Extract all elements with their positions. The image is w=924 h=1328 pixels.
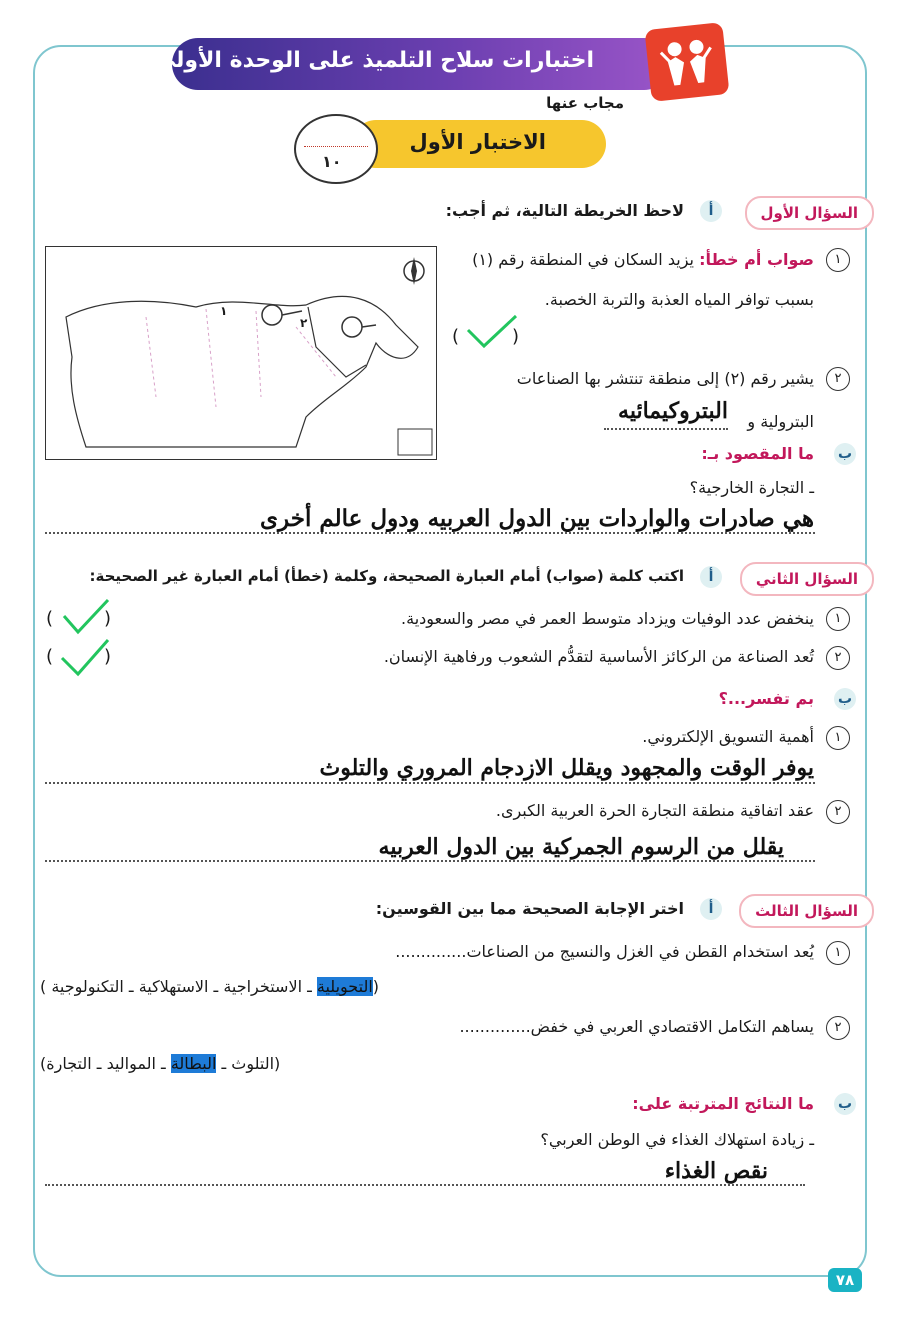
q2-b2-answer: يقلل من الرسوم الجمركية بين الدول العربيه (378, 834, 784, 860)
q2-b1-dots (45, 782, 815, 784)
exam-title: الاختبار الأول (409, 130, 546, 154)
q3-part-a-instruction: اختر الإجابة الصحيحة مما بين القوسين: (375, 899, 684, 918)
q1-item2-answer: البتروكيمائيه (618, 398, 728, 424)
q3-item1-options-rest: ـ الاستخراجية ـ الاستهلاكية ـ التكنولوجية ) (40, 977, 317, 996)
q2-part-b-heading: بم تفسر...؟ (718, 689, 814, 708)
q1-item2-line1: يشير رقم (٢) إلى منطقة تنتشر بها الصناعات (516, 369, 814, 388)
q3-item2-options-rest: ـ المواليد ـ التجارة) (40, 1054, 171, 1073)
q2-item2-number: ٢ (826, 646, 850, 670)
q1-item1-prefix: صواب أم خطأ: (699, 250, 814, 269)
map-label-2: ٢ (300, 316, 308, 330)
arab-world-map (45, 246, 437, 460)
q1-item1-bracket-right: ( (512, 326, 520, 347)
q2-b1-text: أهمية التسويق الإلكتروني. (642, 727, 814, 746)
q2-item2-bracket-left: ) (46, 646, 54, 667)
q3-part-b-answer: نقص الغذاء (664, 1158, 768, 1184)
q1-item1-number: ١ (826, 248, 850, 272)
q3-item2-options (40, 1054, 280, 1073)
check-mark-icon (58, 636, 112, 678)
q2-part-b-marker: ب (834, 688, 856, 710)
q1-item1-line1 (472, 250, 814, 269)
q1-item2-number: ٢ (826, 367, 850, 391)
q2-part-a-marker: أ (700, 566, 722, 588)
q3-item2-options-open: (التلوث ـ (216, 1054, 281, 1073)
q2-label: السؤال الثاني (740, 562, 874, 596)
q2-b2-text: عقد اتفاقية منطقة التجارة الحرة العربية الكبرى. (495, 801, 814, 820)
score-value: ١٠ (322, 152, 342, 171)
q2-item1-number: ١ (826, 607, 850, 631)
q1-part-a-instruction: لاحظ الخريطة التالية، ثم أجب: (445, 201, 684, 220)
q1-part-b-marker: ب (834, 443, 856, 465)
q2-item2-text: تُعد الصناعة من الركائز الأساسية لتقدُّم الشعوب ورفاهية الإنسان. (383, 647, 814, 666)
q1-part-a-marker: أ (700, 200, 722, 222)
q2-item1-text: ينخفض عدد الوفيات ويزداد متوسط العمر في مصر والسعودية. (401, 609, 814, 628)
q1-part-b-question: ـ التجارة الخارجية؟ (689, 478, 814, 497)
q2-b1-number: ١ (826, 726, 850, 750)
q3-item1-selected: التحويلية (316, 977, 373, 996)
q3-item1-options-open: ( (372, 977, 380, 996)
q3-item2-number: ٢ (826, 1016, 850, 1040)
q1-item2-line2: البترولية و (747, 412, 814, 431)
check-mark-icon (60, 596, 112, 636)
q3-item1-options (40, 977, 379, 996)
q2-part-a-instruction: اكتب كلمة (صواب) أمام العبارة الصحيحة، وكلمة (خطأ) أمام العبارة غير الصحيحة: (89, 567, 684, 585)
score-circle (294, 114, 378, 184)
q3-item1-number: ١ (826, 941, 850, 965)
logo-icon (644, 22, 729, 102)
q3-part-a-marker: أ (700, 898, 722, 920)
q1-label: السؤال الأول (745, 196, 874, 230)
q3-item1-text: يُعد استخدام القطن في الغزل والنسيج من الصناعات.............. (395, 942, 814, 961)
q3-label: السؤال الثالث (739, 894, 874, 928)
q2-item2-bracket-right: ( (104, 646, 112, 667)
q1-part-b-heading: ما المقصود بـ: (701, 444, 814, 463)
check-mark-icon (464, 312, 520, 350)
q1-part-b-dots (45, 532, 815, 534)
q3-part-b-marker: ب (834, 1093, 856, 1115)
banner-title: اختبارات سلاح التلميذ على الوحدة الأولى (153, 48, 594, 73)
map-label-1: ١ (220, 304, 228, 318)
q3-item2-selected: البطالة (170, 1054, 217, 1073)
q1-part-b-answer: هي صادرات والواردات بين الدول العربيه ودول عالم أخرى (260, 505, 814, 532)
page-number: ٧٨ (828, 1268, 862, 1292)
q2-b2-number: ٢ (826, 800, 850, 824)
q2-item1-bracket-right: ( (104, 608, 112, 629)
answered-label: مجاب عنها (546, 94, 624, 112)
q2-b1-answer: يوفر الوقت والمجهود ويقلل الازدجام المروري والتلوث (319, 755, 814, 781)
q1-item1-text: يزيد السكان في المنطقة رقم (١) (472, 250, 694, 269)
q1-item1-line2: بسبب توافر المياه العذبة والتربة الخصبة. (544, 290, 814, 309)
q2-item1-bracket-left: ) (46, 608, 54, 629)
q1-item2-dots (604, 428, 728, 430)
q1-item1-bracket-left: ) (452, 326, 460, 347)
q2-b2-dots (45, 860, 815, 862)
q3-part-b-dots (45, 1184, 805, 1186)
q3-part-b-heading: ما النتائج المترتبة على: (632, 1094, 814, 1113)
q3-part-b-question: ـ زيادة استهلاك الغذاء في الوطن العربي؟ (540, 1130, 814, 1149)
q3-item2-text: يساهم التكامل الاقتصادي العربي في خفض.............. (459, 1017, 814, 1036)
